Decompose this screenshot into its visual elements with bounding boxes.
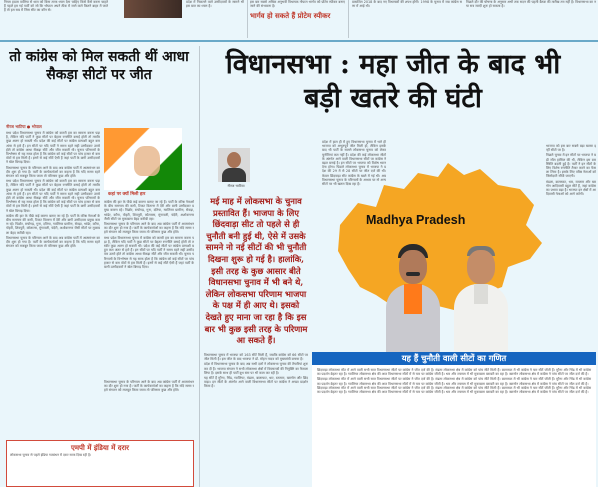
top-headline-block bbox=[250, 0, 345, 38]
left-body-1: मध्य प्रदेश विधानसभा चुनाव में कांग्रेस को करारी हार का सामना करना पड़ा है, लेकिन यदि पार्टी ने कुछ सीटों पर बेहतर रणनीति बनाई होती तो तस्वीर कुछ अलग हो सकती थी। प्रदेश की कई सीटों पर कांग्रेस प्रत्याशी बहुत कम अंतर से हारे हैं। इन सीटों पर यदि पार्टी ने समय रहते सही उम्मीदवार उतारे होते तो कांग्रेस आधा सैकड़ा सीटें और जीत सकती थी। चुनाव परिणामों के विश्लेषण से यह साफ होता है कि कांग्रेस को कई सीटों पर पांच हजार से कम वोटों से हार मिली है। इनमें से कई सीटें ऐसी हैं जहां पार्टी के बागी उम्मीदवारों ने खेल बिगाड़ दिया। bbox=[6, 131, 100, 165]
top-divider-2 bbox=[348, 0, 349, 38]
top-column-2 bbox=[186, 0, 244, 38]
avatar-head bbox=[227, 152, 241, 168]
main-headline: विधानसभा : महा जीत के बाद भी बड़ी खतरे की घंटी bbox=[225, 49, 561, 114]
left-body-2: कांग्रेस की हार के पीछे कई कारण बताए जा रहे हैं। पार्टी के वरिष्ठ नेताओं के बीच समन्वय की कमी, टिकट वितरण में देरी और बागी उम्मीदवार प्रमुख कारण रहे। पिछोर, राघोगढ़, गुना, दतिया, ग्वालियर ग्रामीण, सेवढ़ा, भांडेर, करैरा, पोहरी, शिवपुरी, कोलारस, मुंगावली, चंदेरी, अशोकनगर जैसी सीटों पर मुकाबला बेहद करीबी रहा। bbox=[104, 200, 194, 221]
main-pull-quote: मई माह में लोकसभा के चुनाव प्रस्तावित हैं। भाजपा के लिए छिंदवाड़ा सीट तो पहले से ही चुनौती बनी हुई थी, ऐसे में उसके सामने नो नई सीटों की भी चुनौती दिखना शुरू हो गई है। हालांकि, इसी तरह के कुछ आसार बीते विधानसभा चुनाव में भी बने थे, लेकिन लोकसभा परिणाम भाजपा के पक्ष में ही आए थे। इसको देखते हुए माना जा रहा है कि इस बार भी कुछ इसी तरह के परिणाम आ सकते हैं। bbox=[204, 196, 308, 346]
top-strip-border bbox=[0, 40, 598, 42]
top-headline-subtext: इस बार सबसे अधिक अनुभवी विधायक गोपाल भार्गव को प्रोटेम स्पीकर बनाए जाने की संभावना है। bbox=[250, 0, 345, 9]
left-body-3-lower: विधानसभा चुनाव के परिणाम आने के बाद अब कांग्रेस पार्टी में आत्ममंथन का दौर शुरू हो गया है। पार्टी के कार्यकर्ताओं का कहना है कि यदि समय रहते संगठन को मजबूत किया जाता तो परिणाम कुछ और होते। bbox=[104, 380, 194, 393]
top-column-5-text: पिछले दौर की घोषणा के अनुसार अभी तक सदन की पहली बैठक की तारीख तय नहीं है। विधानसभा का नया सत्र जल्दी शुरू हो सकता है। bbox=[466, 0, 596, 9]
top-column-5 bbox=[466, 0, 596, 38]
left-box-text: लोकसभा चुनाव से पहले इंडिया गठबंधन में दरार साफ दिख रही है। bbox=[10, 453, 92, 457]
challenge-box-text: छिंदवाड़ा लोकसभा सीट में आने वाली सभी सात विधानसभा सीटों पर कांग्रेस ने जीत दर्ज की है। मंडला लोकसभा क्षेत्र में कांग्रेस को पांच सीटें मिली हैं। बालाघाट में भी कांग्रेस ने चार सीटें जीती हैं। मुरैना और भिंड में भी कांग्रेस का प्रदर्शन बेहतर रहा है। ग्वालियर लोकसभा क्षेत्र की आठ विधानसभा सीटों में से चार पर कांग्रेस जीती है। धार और रतलाम में भी मुकाबला बराबरी का रहा है। खरगोन लोकसभा क्षेत्र में कांग्रेस ने पांच सीटों पर जीत दर्ज की है। bbox=[317, 368, 591, 377]
top-column-4-text: प्रकाशित 2018 के बाद नए विधायकों की शपथ होगी। 1998 के चुनाव में जब कांग्रेस सत्ता में आई थी। bbox=[352, 0, 462, 9]
vertical-divider-left bbox=[199, 46, 200, 487]
main-body-4: विधानसभा चुनाव में भाजपा को 163 सीटें मिली हैं, जबकि कांग्रेस को 66 सीटों पर जीत मिली है। इस जीत के बाद भाजपा ने डॉ. मोहन यादव को मुख्यमंत्री बनाया है। bbox=[204, 353, 308, 362]
portrait-left-face bbox=[399, 250, 427, 284]
challenge-box bbox=[312, 365, 596, 487]
left-body-1-repeat: मध्य प्रदेश विधानसभा चुनाव में कांग्रेस को करारी हार का सामना करना पड़ा है, लेकिन यदि पार्टी ने कुछ सीटों पर बेहतर रणनीति बनाई होती तो तस्वीर कुछ अलग हो सकती थी। प्रदेश की कई सीटों पर कांग्रेस प्रत्याशी बहुत कम अंतर से हारे हैं। इन सीटों पर यदि पार्टी ने समय रहते सही उम्मीदवार उतारे होते तो कांग्रेस आधा सैकड़ा सीटें और जीत सकती थी। चुनाव परिणामों के विश्लेषण से यह साफ होता है कि कांग्रेस को कई सीटों पर पांच हजार से कम वोटों से हार मिली है। इनमें से कई सीटें ऐसी हैं जहां पार्टी के बागी उम्मीदवारों ने खेल बिगाड़ दिया। bbox=[6, 179, 100, 213]
flag-hand-shape bbox=[134, 146, 160, 176]
main-body-1: प्रदेश में हाल ही में हुए विधानसभा चुनाव में भले ही भाजपा को अभूतपूर्व जीत मिली हो, लेकिन इसके बाद भी पार्टी के सामने लोकसभा चुनाव को लेकर चुनौतियां कम नहीं हैं। प्रदेश की कई लोकसभा सीटों के अंतर्गत आने वाली विधानसभा सीटों पर कांग्रेस ने बढ़त बनाई है। इन सीटों पर भाजपा को विशेष ध्यान देना होगा। पिछले लोकसभा चुनाव में भाजपा ने प्रदेश की 29 में से 28 सीटों पर जीत दर्ज की थी। केवल छिंदवाड़ा सीट कांग्रेस के खाते में गई थी। अब विधानसभा चुनाव के परिणामों के आधार पर नो अन्य सीटों पर भी खतरा दिख रहा है। bbox=[322, 140, 386, 187]
right-body-2: पिछले चुनाव में इन सीटों पर भाजपा ने बड़ी जीत हासिल की थी, लेकिन इस बार स्थिति बदली हुई है। पार्टी ने इन सीटों के लिए विशेष रणनीति तैयार करने का फैसला लिया है। इसके लिए वरिष्ठ नेताओं को जिम्मेदारी सौंपी जाएगी। bbox=[546, 153, 596, 179]
portrait-right-politician bbox=[452, 244, 510, 352]
top-column-2-text: प्रदेश में निकलने वाले उम्मीदवारों के सामने भी इस बात का ध्यान है। bbox=[186, 0, 244, 9]
left-body-column-3 bbox=[104, 380, 194, 436]
main-body-3: प्रदेश में विधानसभा चुनाव के बाद अब सभी दलों ने लोकसभा चुनाव की तैयारियां शुरू कर दी हैं। भाजपा संगठन ने सभी लोकसभा क्षेत्रों में विस्तारकों की नियुक्ति का फैसला लिया है। इसके साथ ही पार्टी बूथ स्तर पर भी काम कर रही है। bbox=[204, 362, 308, 375]
left-body-column-2 bbox=[104, 200, 194, 376]
challenge-box-text-3: छिंदवाड़ा लोकसभा सीट में आने वाली सभी सात विधानसभा सीटों पर कांग्रेस ने जीत दर्ज की है। मंडला लोकसभा क्षेत्र में कांग्रेस को पांच सीटें मिली हैं। बालाघाट में भी कांग्रेस ने चार सीटें जीती हैं। मुरैना और भिंड में भी कांग्रेस का प्रदर्शन बेहतर रहा है। ग्वालियर लोकसभा क्षेत्र की आठ विधानसभा सीटों में से चार पर कांग्रेस जीती है। धार और रतलाम में भी मुकाबला बराबरी का रहा है। खरगोन लोकसभा क्षेत्र में कांग्रेस ने पांच सीटों पर जीत दर्ज की है। bbox=[317, 385, 591, 395]
right-body-column bbox=[546, 144, 596, 352]
top-column-1-text: नियम हाउस वालिया से धारा को किस तरफ ध्यान देना चाहिए किसे कैसे करना चाहते हैं पहले हम गई पार्टी को जो कि भोपाल अपने ठीक में जाने वाले कितने बाहर में जाते हैं तो हम सब में जिस सीट का कौन से। bbox=[4, 0, 108, 13]
avatar-body bbox=[222, 168, 246, 182]
left-flag-photo bbox=[104, 128, 182, 190]
left-box-headline: एमपी में इंडिया में दरार bbox=[70, 443, 130, 452]
left-headline: तो कांग्रेस को मिल सकती थीं आधा सैकड़ा सीटों पर जीत bbox=[9, 49, 189, 83]
challenge-box-title: यह हैं चुनौती वाली सीटों का गणित bbox=[312, 352, 596, 365]
portrait-right-collar bbox=[474, 284, 488, 304]
left-body-column-1 bbox=[6, 131, 100, 435]
main-body-2: यह सीटें हैं मुरैना, भिंड, ग्वालियर, मंडला, बालाघाट, धार, रतलाम, खरगोन और छिंदवाड़ा। इन सीटों के अंतर्गत आने वाली विधानसभा सीटों पर कांग्रेस ने अच्छा प्रदर्शन किया है। bbox=[204, 376, 308, 389]
right-body-3: मंडला, बालाघाट, धार, रतलाम और खरगोन आदिवासी बहुल सीटें हैं, जहां कांग्रेस का प्रभाव बढ़ा है। भाजपा इन क्षेत्रों में आदिवासी नेताओं को आगे करेगी। bbox=[546, 179, 596, 197]
top-column-1 bbox=[4, 0, 108, 38]
left-bottom-box bbox=[6, 440, 194, 487]
portrait-left-politician bbox=[384, 238, 442, 352]
right-body-1: भाजपा को इस बार सबसे बड़ा खतरा इन्हीं सीटों पर है। bbox=[546, 144, 596, 153]
reporter-avatar bbox=[218, 148, 250, 182]
left-body-2-extra: विधानसभा चुनाव के परिणाम आने के बाद अब कांग्रेस पार्टी में आत्ममंथन का दौर शुरू हो गया है। पार्टी के कार्यकर्ताओं का कहना है कि यदि समय रहते संगठन को मजबूत किया जाता तो परिणाम कुछ और होते। bbox=[104, 222, 194, 235]
top-column-4 bbox=[352, 0, 462, 38]
reporter-avatar-caption: नीरज भाटिया bbox=[227, 184, 245, 188]
main-body-column-1 bbox=[204, 353, 308, 487]
portrait-left-moustache bbox=[406, 272, 420, 276]
top-divider-1 bbox=[247, 0, 248, 38]
mp-map-label: Madhya Pradesh bbox=[366, 213, 466, 227]
portrait-left-scarf bbox=[404, 284, 422, 314]
left-byline: नीरज भाटिया ● भोपाल bbox=[6, 124, 42, 129]
top-headline: भार्गव हो सकते हैं प्रोटेम स्पीकर bbox=[250, 11, 331, 20]
left-body-2-extra-2: मध्य प्रदेश विधानसभा चुनाव में कांग्रेस को करारी हार का सामना करना पड़ा है, लेकिन यदि पार्टी ने कुछ सीटों पर बेहतर रणनीति बनाई होती तो तस्वीर कुछ अलग हो सकती थी। प्रदेश की कई सीटों पर कांग्रेस प्रत्याशी बहुत कम अंतर से हारे हैं। इन सीटों पर यदि पार्टी ने समय रहते सही उम्मीदवार उतारे होते तो कांग्रेस आधा सैकड़ा सीटें और जीत सकती थी। चुनाव परिणामों के विश्लेषण से यह साफ होता है कि कांग्रेस को कई सीटों पर पांच हजार से कम वोटों से हार मिली है। इनमें से कई सीटें ऐसी हैं जहां पार्टी के बागी उम्मीदवारों ने खेल बिगाड़ दिया। bbox=[104, 235, 194, 270]
portrait-right-face bbox=[467, 250, 495, 284]
left-body-2-repeat: कांग्रेस की हार के पीछे कई कारण बताए जा रहे हैं। पार्टी के वरिष्ठ नेताओं के बीच समन्वय की कमी, टिकट वितरण में देरी और बागी उम्मीदवार प्रमुख कारण रहे। पिछोर, राघोगढ़, गुना, दतिया, ग्वालियर ग्रामीण, सेवढ़ा, भांडेर, करैरा, पोहरी, शिवपुरी, कोलारस, मुंगावली, चंदेरी, अशोकनगर जैसी सीटों पर मुकाबला बेहद करीबी रहा। bbox=[6, 213, 100, 235]
left-body-3: विधानसभा चुनाव के परिणाम आने के बाद अब कांग्रेस पार्टी में आत्ममंथन का दौर शुरू हो गया है। पार्टी के कार्यकर्ताओं का कहना है कि यदि समय रहते संगठन को मजबूत किया जाता तो परिणाम कुछ और होते। bbox=[6, 165, 100, 179]
left-body-3-repeat: विधानसभा चुनाव के परिणाम आने के बाद अब कांग्रेस पार्टी में आत्ममंथन का दौर शुरू हो गया है। पार्टी के कार्यकर्ताओं का कहना है कि यदि समय रहते संगठन को मजबूत किया जाता तो परिणाम कुछ और होते। bbox=[6, 235, 100, 249]
top-portrait-photo bbox=[124, 0, 182, 18]
left-flag-caption: कहां पर क्यों मिली हार bbox=[108, 192, 146, 197]
challenge-box-text-2: छिंदवाड़ा लोकसभा सीट में आने वाली सभी सात विधानसभा सीटों पर कांग्रेस ने जीत दर्ज की है। मंडला लोकसभा क्षेत्र में कांग्रेस को पांच सीटें मिली हैं। बालाघाट में भी कांग्रेस ने चार सीटें जीती हैं। मुरैना और भिंड में भी कांग्रेस का प्रदर्शन बेहतर रहा है। ग्वालियर लोकसभा क्षेत्र की आठ विधानसभा सीटों में से चार पर कांग्रेस जीती है। धार और रतलाम में भी मुकाबला बराबरी का रहा है। खरगोन लोकसभा क्षेत्र में कांग्रेस ने पांच सीटों पर जीत दर्ज की है। bbox=[317, 377, 591, 386]
